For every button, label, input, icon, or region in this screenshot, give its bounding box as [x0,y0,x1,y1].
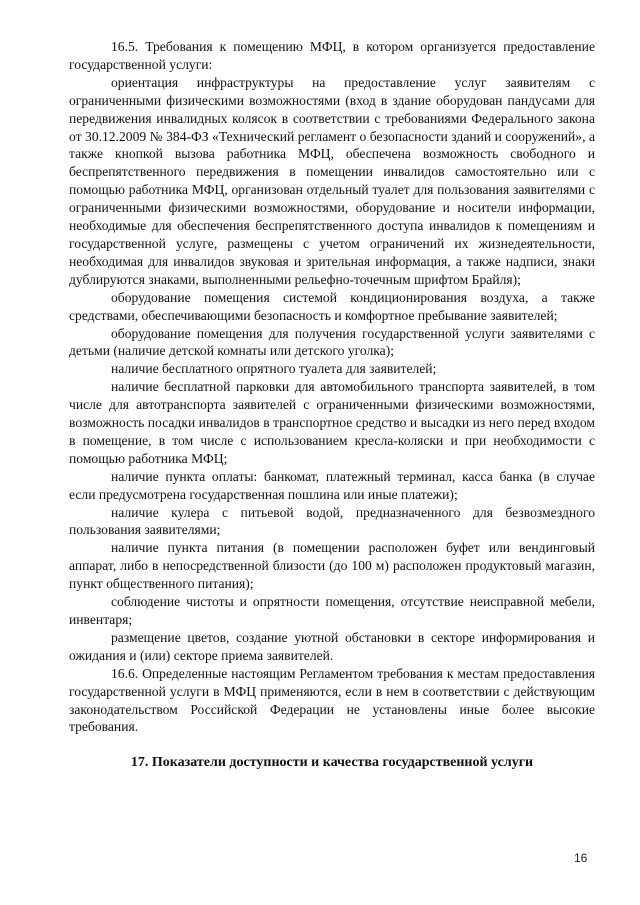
section-heading-17: 17. Показатели доступности и качества государственной услуги [130,755,534,771]
page-number: 16 [574,851,588,865]
paragraph-flowers: размещение цветов, создание уютной обстановки в секторе информирования и ожидания и (или) секторе приема заявителей. [69,629,595,663]
paragraph-payment-point: наличие пункта оплаты: банкомат, платежный терминал, касса банка (в случае если предусмотрена государственная пошлина или иные платежи); [69,468,595,502]
paragraph-children-room: оборудование помещения для получения государственной услуги заявителями с детьми (наличие детской комнаты или детского уголка); [69,325,595,359]
paragraph-food-point: наличие пункта питания (в помещении расположен буфет или вендинговый аппарат, либо в непосредственной близости (до 100 м) расположен продуктовый магазин, пункт общественного питания); [69,540,595,592]
paragraph-air-conditioning: оборудование помещения системой кондиционирования воздуха, а также средствами, обеспечивающими безопасность и комфортное пребывание заявителей; [69,289,595,323]
paragraph-parking: наличие бесплатной парковки для автомобильного транспорта заявителей, в том числе для автотранспорта заявителей с ограниченными физическими возможностями, возможность посадки инвалидов в транспортное средство и высадки из него перед входом в помещение, в том числе с использованием кресла-коляски и при необходимости с помощью работника МФЦ; [69,379,595,466]
document-page [69,38,595,772]
paragraph-toilet: наличие бесплатного опрятного туалета для заявителей; [111,361,437,377]
paragraph-cleanliness: соблюдение чистоты и опрятности помещения, отсутствие неисправной мебели, инвентаря; [69,594,595,627]
paragraph-16-6: 16.6. Определенные настоящим Регламентом требования к местам предоставления государственной услуги в МФЦ применяются, если в нем в соответствии с действующим законодательством Российской Федерации не установлены иные более высокие требования. [69,665,595,735]
paragraph-water-cooler: наличие кулера с питьевой водой, предназначенного для безвозмездного пользования заявителями; [69,504,595,538]
paragraph-16-5: 16.5. Требования к помещению МФЦ, в котором организуется предоставление государственной услуги: [69,39,595,72]
paragraph-infrastructure: ориентация инфраструктуры на предоставление услуг заявителям с ограниченными физическими возможностями (вход в здание оборудован пандусами для передвижения инвалидных колясок в соответствии с требованиями Федерального закона от 30.12.2009 № 384-ФЗ «Технический регламент о безопасности зданий и сооружений», а также кнопкой вызова работника МФЦ, обеспечена возможность свободного и беспрепятственного передвижения в помещении инвалидов самостоятельно или с помощью работника МФЦ, организован отдельный туалет для пользования заявителями с ограниченными физическими возможностями, оборудование и носители информации, необходимые для обеспечения беспрепятственного доступа инвалидов к помещениям и государственной услуге, размещены с учетом ограничений их жизнедеятельности, необходимая для инвалидов звуковая и зрительная информация, а также надписи, знаки дублируются знаками, выполненными рельефно-точечным шрифтом Брайля); [69,74,595,287]
